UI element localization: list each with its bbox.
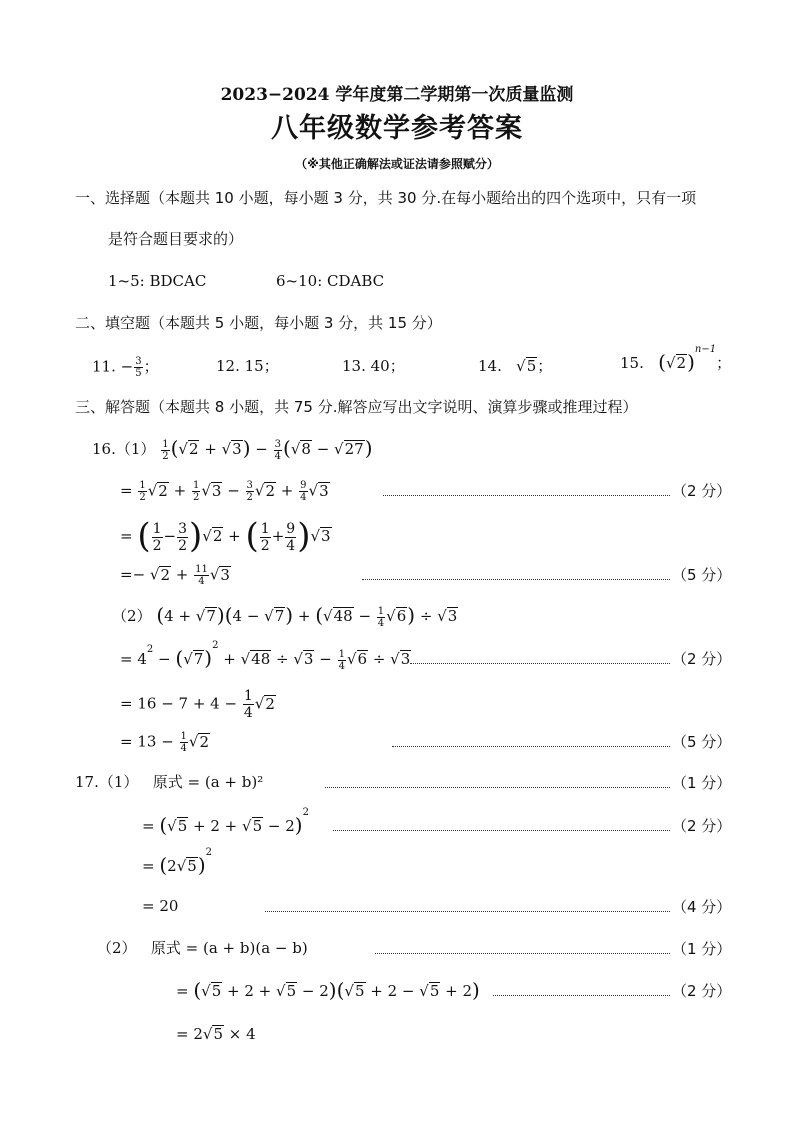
dot-leader <box>362 579 670 580</box>
dot-leader <box>383 495 670 496</box>
dot-leader <box>410 663 670 664</box>
q17-part1-start: 17.（1） 原式 = (a + b)² <box>75 773 264 791</box>
section1-heading-line1: 一、选择题（本题共 10 小题，每小题 3 分，共 30 分.在每小题给出的四个选项中，只有一项 <box>75 189 697 207</box>
q17-score-2-b: （2 分） <box>672 982 732 1000</box>
fill-answer-12: 12. 15； <box>216 357 279 375</box>
dot-leader <box>392 746 670 747</box>
q16-score-2-b: （2 分） <box>672 650 732 668</box>
q16-part2-step2: = 16 − 7 + 4 − $\frac{1}{4}$ √2 <box>120 688 275 721</box>
q16-score-2-a: （2 分） <box>672 482 732 500</box>
q16-part2-step3: = 13 − $\frac{1}{4}$ √2 <box>120 731 210 754</box>
q16-part1-problem: 16.（1） $\frac{1}{2}$ (√2 + √3) − $\frac{3}{4}$ (√8 − √27) <box>92 436 373 462</box>
q17-score-4-a: （4 分） <box>672 898 732 916</box>
q17-part1-step2: = $(2√5)^2$ <box>142 847 212 877</box>
q17-part2-step2: = 2√5 × 4 <box>176 1025 256 1043</box>
q16-part2-problem: （2） (4 + √7)(4 − √7) + (√48 − $\frac{1}{4}$ √6) ÷ √3 <box>112 603 458 629</box>
q17-part2-step1: = (√5 + 2 + √5 − 2)(√5 + 2 − √5 + 2) <box>176 978 480 1002</box>
q17-score-2-a: （2 分） <box>672 817 732 835</box>
fill-answer-15: 15. $(√2)^{n-1}$； <box>620 344 732 374</box>
section3-heading: 三、解答题（本题共 8 小题，共 75 分.解答应写出文字说明、演算步骤或推理过程） <box>75 398 638 416</box>
q16-part1-step1: = $\frac{1}{2}$ √2 + $\frac{1}{2}$ √3 − $\frac{3}{2}$ √2 + $\frac{9}{4}$ √3 <box>120 480 329 503</box>
section1-heading-line2: 是符合题目要求的） <box>108 230 244 248</box>
q17-score-1-b: （1 分） <box>672 940 732 958</box>
q16-score-5-b: （5 分） <box>672 733 732 751</box>
q17-part1-step3: = 20 <box>142 897 179 915</box>
q17-score-1-a: （1 分） <box>672 774 732 792</box>
dot-leader <box>265 911 670 912</box>
q16-part2-step1: = $4^2 - (√7)^2 + √48 \div √3$ − $\frac{1}{4}$ √6 ÷ √3 <box>120 640 411 672</box>
fill-answer-13: 13. 40； <box>342 357 405 375</box>
mc-answers-6-10: 6~10: CDABC <box>276 272 385 290</box>
dot-leader <box>333 830 670 831</box>
dot-leader <box>493 995 670 996</box>
fill-answer-11: 11. − $\frac{3}{5}$ ； <box>92 356 159 379</box>
fill-answer-14: 14. √5； <box>478 357 553 375</box>
q17-part2-start: （2） 原式 = (a + b)(a − b) <box>97 939 308 957</box>
mc-answers-1-5: 1~5: BDCAC <box>108 272 207 290</box>
grading-note: （※其他正确解法或证法请参照赋分） <box>295 157 499 171</box>
dot-leader <box>375 953 670 954</box>
answer-key-title: 八年级数学参考答案 <box>271 113 523 144</box>
q16-score-5-a: （5 分） <box>672 566 732 584</box>
exam-title: 2023−2024 学年度第二学期第一次质量监测 <box>220 85 574 105</box>
section2-heading: 二、填空题（本题共 5 小题，每小题 3 分，共 15 分） <box>75 314 442 332</box>
dot-leader <box>325 787 670 788</box>
q16-part1-step2: = ( $\frac{1}{2}$ − $\frac{3}{2}$ )√2 + ( $\frac{1}{2}$ + $\frac{9}{4}$ )√3 <box>120 516 331 556</box>
q16-part1-step3: =− √2 + $\frac{11}{4}$ √3 <box>120 564 230 587</box>
q17-part1-step1: = $(√5 + 2 + √5 - 2)^2$ <box>142 807 309 837</box>
